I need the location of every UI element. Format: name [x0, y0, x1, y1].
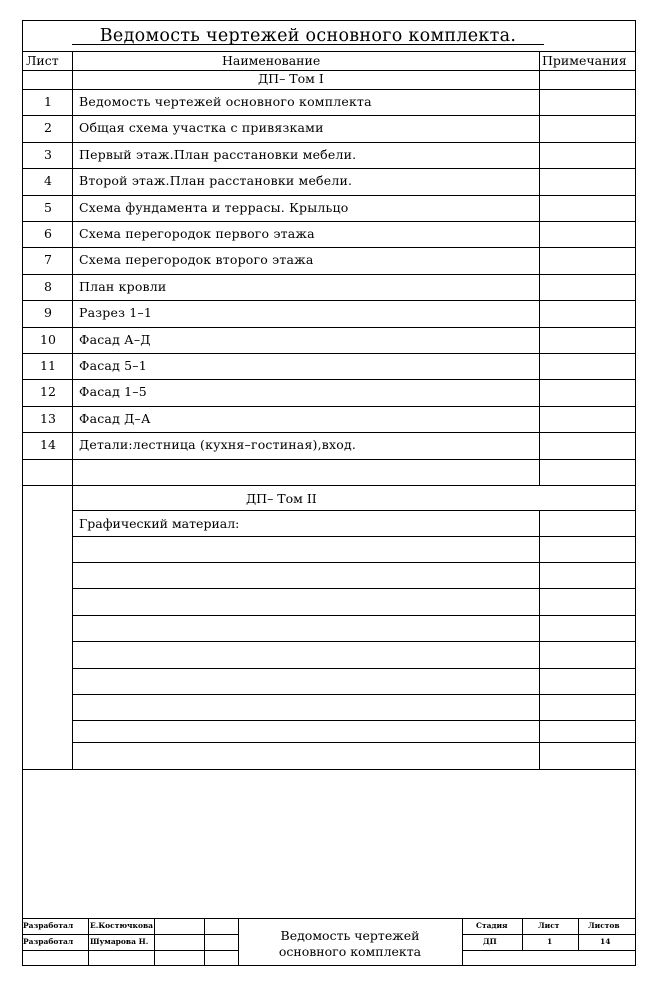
row-drawing-name: Второй этаж.План расстановки мебели. [79, 173, 353, 189]
header-name: Наименование [222, 53, 321, 68]
header-notes: Примечания [542, 53, 627, 68]
tb-col-7 [578, 918, 579, 950]
col-divider-sheet [72, 51, 73, 769]
tb-stage-value: ДП [483, 937, 497, 946]
row-drawing-name: План кровли [79, 278, 167, 294]
table-row-line [72, 562, 636, 563]
row-drawing-name: Фасад А–Д [79, 331, 151, 347]
table-row-line [72, 694, 636, 695]
row-drawing-name: Схема перегородок второго этажа [79, 252, 314, 268]
row-sheet-number: 12 [40, 384, 56, 400]
table-row-line [72, 536, 636, 537]
titleblock-top-line [22, 918, 636, 919]
tb-person-2: Шумарова Н. [90, 937, 149, 946]
tb-col-1 [88, 918, 89, 966]
row-drawing-name: Фасад 1–5 [79, 384, 147, 400]
header-sheet: Лист [26, 53, 59, 68]
tb-col-6 [522, 918, 523, 950]
titleblock-line-3 [22, 950, 238, 951]
titleblock-right-line-3 [462, 950, 636, 951]
row-sheet-number: 4 [44, 173, 52, 189]
document-title: Ведомость чертежей основного комплекта. [99, 26, 517, 46]
tb-stage-label: Стадия [476, 921, 508, 930]
row-drawing-name: Фасад 5–1 [79, 358, 147, 373]
row-sheet-number: 7 [44, 252, 52, 268]
table-row-line [72, 641, 636, 642]
row-sheet-number: 3 [44, 146, 52, 162]
row-sheet-number: 1 [44, 94, 52, 109]
tb-col-2 [154, 918, 155, 966]
header-bottom-line [22, 70, 636, 71]
row-sheet-number: 5 [44, 199, 52, 215]
table-row-line [72, 510, 636, 511]
tb-role-1: Разработал [23, 921, 74, 930]
row-sheet-number: 9 [44, 305, 52, 321]
volume1-label: ДП– Том I [258, 71, 324, 86]
tb-sheets-label: Листов [588, 921, 620, 930]
volume2-label: ДП– Том II [246, 491, 317, 506]
table-row-line [72, 668, 636, 669]
table-row-line [72, 588, 636, 589]
table-bottom-line [22, 769, 636, 770]
row-drawing-name: Детали:лестница (кухня–гостиная),вход. [79, 437, 357, 453]
table-top-line [22, 51, 636, 52]
tb-doc-title-line-2: основного комплекта [278, 944, 422, 959]
tb-doc-title-line-1: Ведомость чертежей [280, 928, 420, 943]
tb-person-1: Е.Костючкова [90, 921, 154, 930]
tb-sheet-value: 1 [547, 937, 553, 946]
row-sheet-number: 13 [40, 410, 56, 426]
row-drawing-name: Первый этаж.План расстановки мебели. [79, 146, 357, 162]
table-row-line [22, 459, 636, 460]
table-row-line [22, 485, 636, 486]
row-sheet-number: 10 [40, 331, 56, 347]
row-drawing-name: Разрез 1–1 [79, 305, 153, 321]
tb-role-2: Разработал [23, 937, 74, 946]
row-sheet-number: 2 [44, 120, 52, 136]
row-drawing-name: Общая схема участка с привязками [79, 120, 324, 136]
row-sheet-number: 8 [44, 278, 52, 294]
titleblock-line-2 [22, 934, 238, 935]
row-drawing-name: Схема фундамента и террасы. Крыльцо [79, 199, 349, 215]
tb-col-3 [204, 918, 205, 966]
tb-sheets-value: 14 [600, 937, 611, 946]
row-sheet-number: 11 [40, 358, 56, 373]
row-drawing-name: Схема перегородок первого этажа [79, 226, 315, 241]
row-drawing-name: Ведомость чертежей основного комплекта [79, 94, 372, 109]
titleblock-right-line-2 [462, 934, 636, 935]
table-row-line [72, 742, 636, 743]
row-drawing-name: Фасад Д–А [79, 410, 151, 426]
col-divider-notes-top [539, 51, 540, 485]
row-sheet-number: 14 [40, 437, 56, 453]
table-row-line [72, 720, 636, 721]
table-row-line [72, 615, 636, 616]
row-sheet-number: 6 [44, 226, 52, 241]
volume2-subtitle: Графический материал: [79, 516, 240, 531]
col-divider-notes-bottom [539, 510, 540, 769]
tb-sheet-label: Лист [538, 921, 560, 930]
title-underline [72, 44, 544, 45]
tb-col-5 [462, 918, 463, 966]
